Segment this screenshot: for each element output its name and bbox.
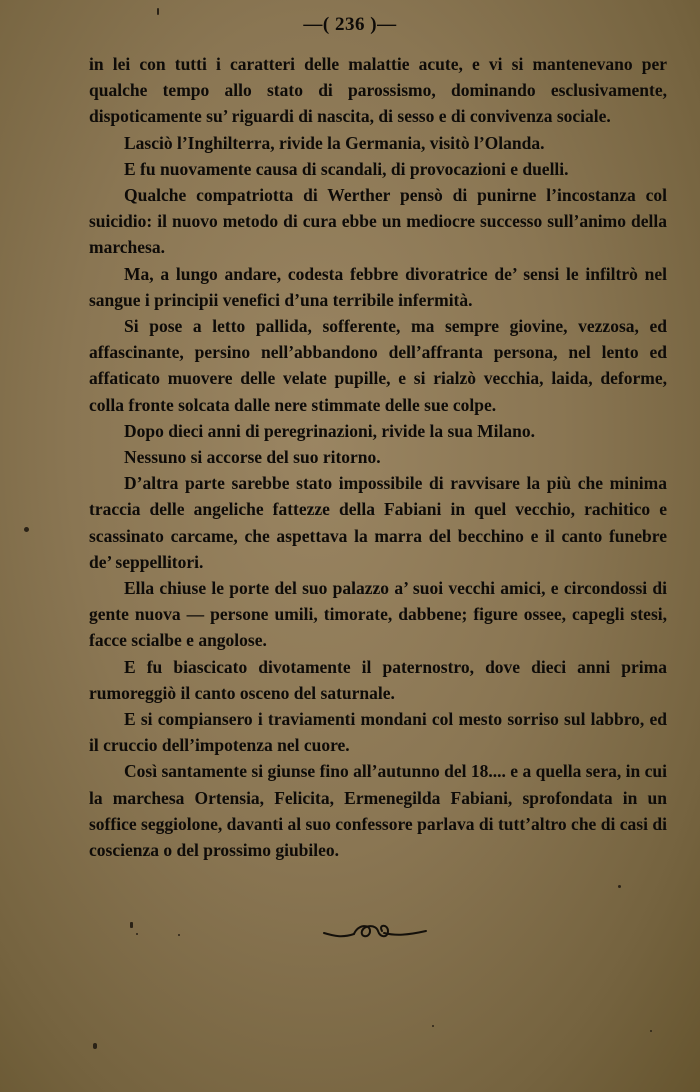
paragraph-10: Ella chiuse le porte del suo palazzo a’ suoi vecchi amici, e circondossi di gente nuova — persone umili, timorate, dabbene; figure ossee, capegli stesi, facce scialbe e angolose. <box>89 578 667 651</box>
paragraph-7: Dopo dieci anni di peregrinazioni, rivide la sua Milano. <box>124 420 535 441</box>
paragraph-5: Ma, a lungo andare, codesta febbre divoratrice de’ sensi le infiltrò nel sangue i principii venefici d’una terribile infermità. <box>89 263 667 310</box>
ink-speck <box>650 1030 652 1032</box>
paragraph-13: Così santamente si giunse fino all’autunno del 18.... e a quella sera, in cui la marchesa Ortensia, Felicita, Ermenegilda Fabiani, sprofondata in un soffice seggiolone, davanti al suo confessore parlava di tutt’altro che di casi di coscienza o del prossimo giubileo. <box>89 761 667 861</box>
paragraph-3: E fu nuovamente causa di scandali, di provocazioni e duelli. <box>124 158 569 179</box>
paragraph-12: E si compiansero i traviamenti mondani col mesto sorriso sul labbro, ed il cruccio dell’impotenza nel cuore. <box>89 709 667 756</box>
page-number-header: —( 236 )— <box>303 14 397 35</box>
ink-speck <box>178 934 180 936</box>
ink-speck <box>24 527 29 532</box>
ink-speck <box>618 885 621 888</box>
ink-speck <box>130 922 133 928</box>
paragraph-8: Nessuno si accorse del suo ritorno. <box>124 447 381 468</box>
ink-speck <box>432 1025 434 1027</box>
ink-speck <box>157 8 159 15</box>
paragraph-1: in lei con tutti i caratteri delle malattie acute, e vi si mantenevano per qualche tempo allo stato di parossismo, dominando esclusivamente, dispoticamente su’ riguardi di nascita, di sesso e di convivenza sociale. <box>89 54 667 127</box>
tailpiece-ornament-icon <box>320 918 430 944</box>
body-text <box>89 51 667 863</box>
ink-speck <box>136 933 138 935</box>
paragraph-11: E fu biascicato divotamente il paternostro, dove dieci anni prima rumoreggiò il canto osceno del saturnale. <box>89 656 667 703</box>
paragraph-4: Qualche compatriotta di Werther pensò di punirne l’incostanza col suicidio: il nuovo metodo di cura ebbe un mediocre successo sull’animo della marchesa. <box>89 185 667 258</box>
paragraph-2: Lasciò l’Inghilterra, rivide la Germania, visitò l’Olanda. <box>124 132 545 153</box>
paragraph-9: D’altra parte sarebbe stato impossibile di ravvisare la più che minima traccia delle angeliche fattezze della Fabiani in quel vecchio, rachitico e scassinato carcame, che aspettava la marra del becchino e il canto funebre de’ seppellitori. <box>89 473 667 572</box>
ink-speck <box>93 1043 97 1049</box>
paragraph-6: Si pose a letto pallida, sofferente, ma sempre giovine, vezzosa, ed affascinante, persino nell’abbandono dell’affranta persona, nel lento ed affaticato muovere delle velate pupille, e si rialzò vecchia, laida, deforme, colla fronte solcata dalle nere stimmate delle sue colpe. <box>89 316 667 415</box>
